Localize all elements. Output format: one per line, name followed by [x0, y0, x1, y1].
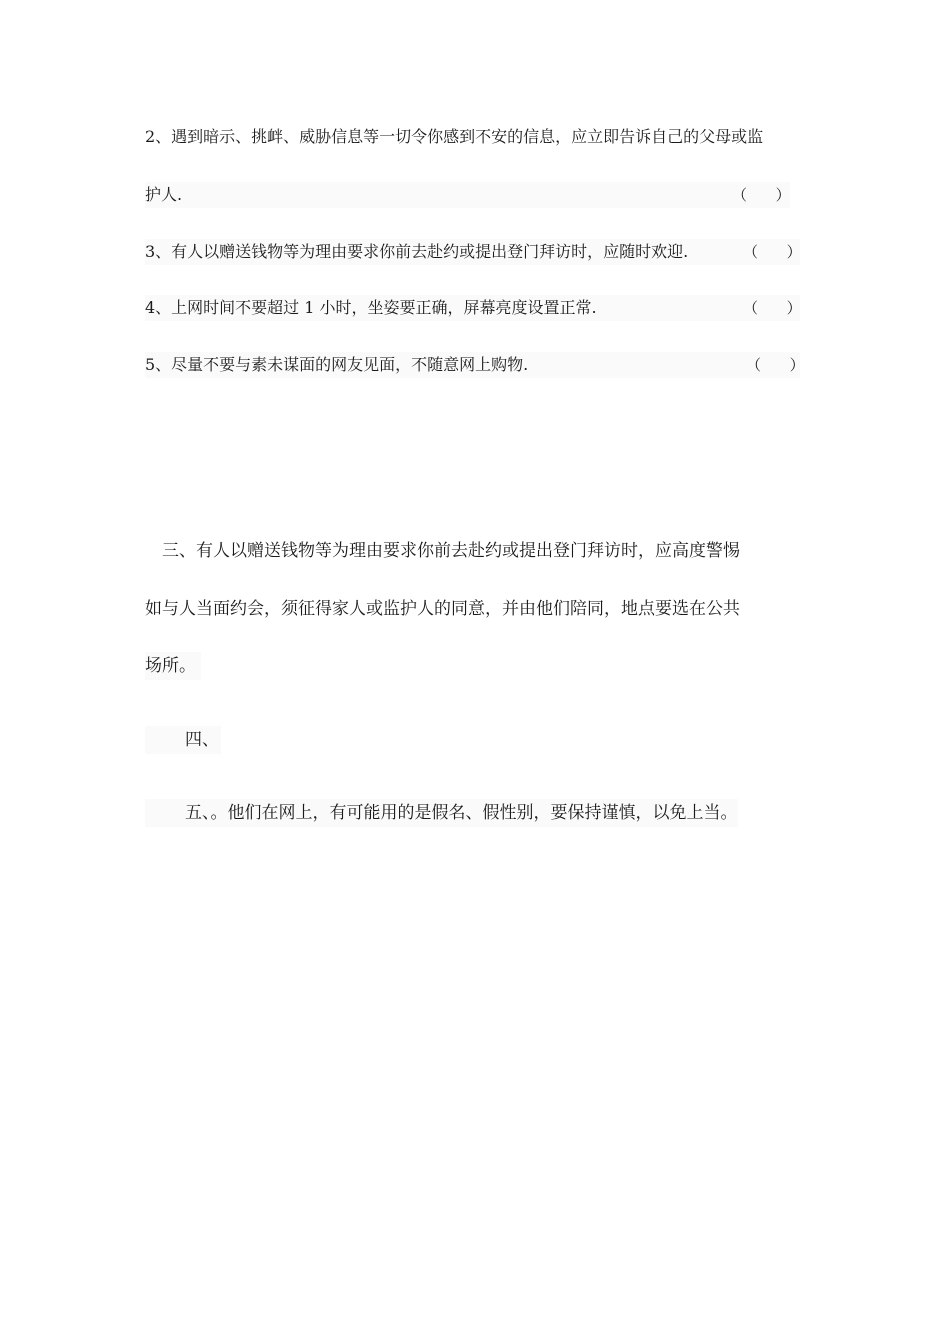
item-3-answer-blank[interactable]: （ ）	[743, 243, 802, 261]
item-4-line	[145, 295, 800, 321]
item-2-line-1: 2、遇到暗示、挑衅、威胁信息等一切令你感到不安的信息，应立即告诉自己的父母或监	[145, 127, 764, 146]
item-4-text: 4、上网时间不要超过 1 小时，坐姿要正确，屏幕亮度设置正常.	[145, 298, 597, 317]
item-2-line-2-text: 护人.	[145, 185, 183, 204]
section-3-line-2: 如与人当面约会，须征得家人或监护人的同意，并由他们陪同，地点要选在公共	[145, 599, 740, 619]
item-4-answer-blank[interactable]: （ ）	[743, 299, 802, 317]
item-5-answer-blank[interactable]: （ ）	[746, 356, 805, 374]
section-3-line-3: 场所。	[145, 652, 201, 680]
item-3-text: 3、有人以赠送钱物等为理由要求你前去赴约或提出登门拜访时，应随时欢迎.	[145, 242, 689, 261]
section-3-line-1	[145, 537, 740, 565]
item-2-line-2	[145, 182, 790, 208]
section-5-line	[145, 799, 738, 827]
section-5-text: 五、。他们在网上，有可能用的是假名、假性别，要保持谨慎，以免上当。	[185, 803, 738, 823]
item-5-text: 5、尽量不要与素未谋面的网友见面，不随意网上购物.	[145, 355, 529, 374]
item-2-answer-blank[interactable]: （ ）	[732, 186, 791, 204]
section-4-line	[145, 726, 221, 754]
item-3-line	[145, 239, 800, 265]
item-5-line	[145, 352, 800, 378]
section-4-text: 四、	[185, 730, 219, 750]
section-3-line-1-text: 三、有人以赠送钱物等为理由要求你前去赴约或提出登门拜访时，应高度警惕	[162, 541, 740, 561]
